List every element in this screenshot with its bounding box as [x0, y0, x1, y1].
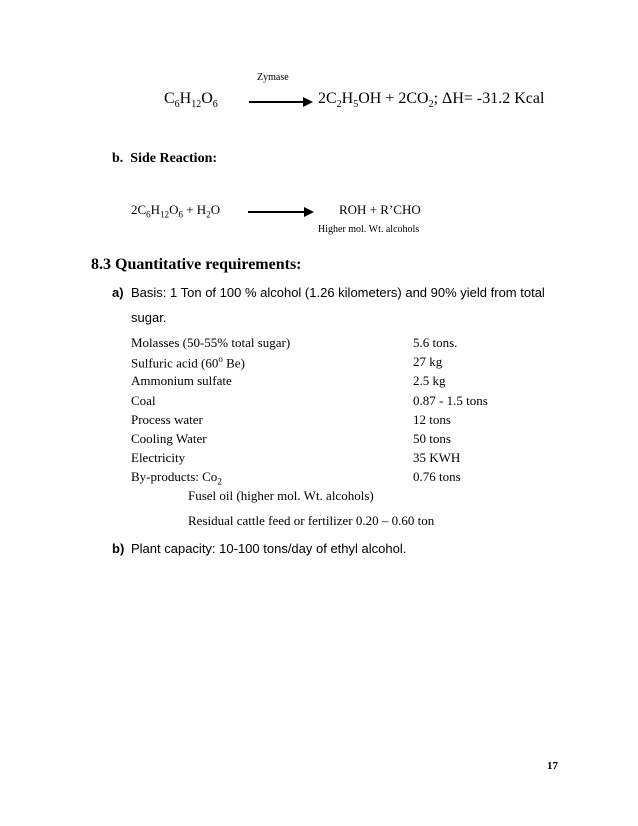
side-reaction-arrow — [248, 211, 312, 213]
side-reaction-heading: b. Side Reaction: — [112, 151, 218, 166]
requirement-name: Cooling Water — [131, 431, 207, 446]
item-a-text-line1: Basis: 1 Ton of 100 % alcohol (1.26 kilometers) and 90% yield from total — [131, 285, 545, 300]
enzyme-label: Zymase — [257, 72, 289, 83]
item-b-text: Plant capacity: 10-100 tons/day of ethyl alcohol. — [131, 541, 407, 556]
requirement-name: Ammonium sulfate — [131, 373, 232, 389]
requirement-value: 35 KWH — [413, 450, 461, 466]
requirement-value: 12 tons — [413, 411, 451, 427]
item-b-label: b) — [112, 541, 125, 556]
fusel-oil: Fusel oil (higher mol. Wt. alcohols) — [188, 488, 374, 503]
page-number: 17 — [547, 760, 558, 772]
requirement-name: Sulfuric acid (60$^o$ Be) — [131, 354, 245, 371]
requirement-value: 2.5 kg — [413, 373, 446, 389]
item-a-text-line2: sugar. — [131, 310, 167, 325]
requirement-value: 5.6 tons. — [413, 335, 458, 350]
requirement-name: Process water — [131, 411, 203, 427]
requirement-name: Molasses (50-55% total sugar) — [131, 335, 291, 350]
residual-feed: Residual cattle feed or fertilizer 0.20 – 0.60 ton — [188, 513, 435, 528]
item-a-label: a) — [112, 285, 124, 300]
requirement-value: 0.87 - 1.5 tons — [413, 392, 488, 408]
side-reactant: $2C_6H_{12}O_6 + H_2O$ — [131, 202, 221, 220]
side-product-note: Higher mol. Wt. alcohols — [318, 224, 420, 235]
requirement-value: 50 tons — [413, 431, 451, 446]
byproducts-label: By-products: $Co_2$ — [131, 469, 222, 487]
requirement-value: 27 kg — [413, 354, 443, 370]
main-reaction-arrow — [249, 101, 311, 103]
byproducts-value: 0.76 tons — [413, 469, 461, 484]
section-title: 8.3 Quantitative requirements: — [91, 256, 302, 273]
requirement-name: Coal — [131, 392, 156, 408]
main-reactant: $C_6H_{12}O_6$ — [164, 90, 218, 111]
main-product: $2C_2H_5OH + 2CO_2$; ΔH= -31.2 Kcal — [318, 90, 545, 111]
side-product: ROH + R’CHO — [339, 202, 421, 217]
requirement-name: Electricity — [131, 450, 186, 466]
